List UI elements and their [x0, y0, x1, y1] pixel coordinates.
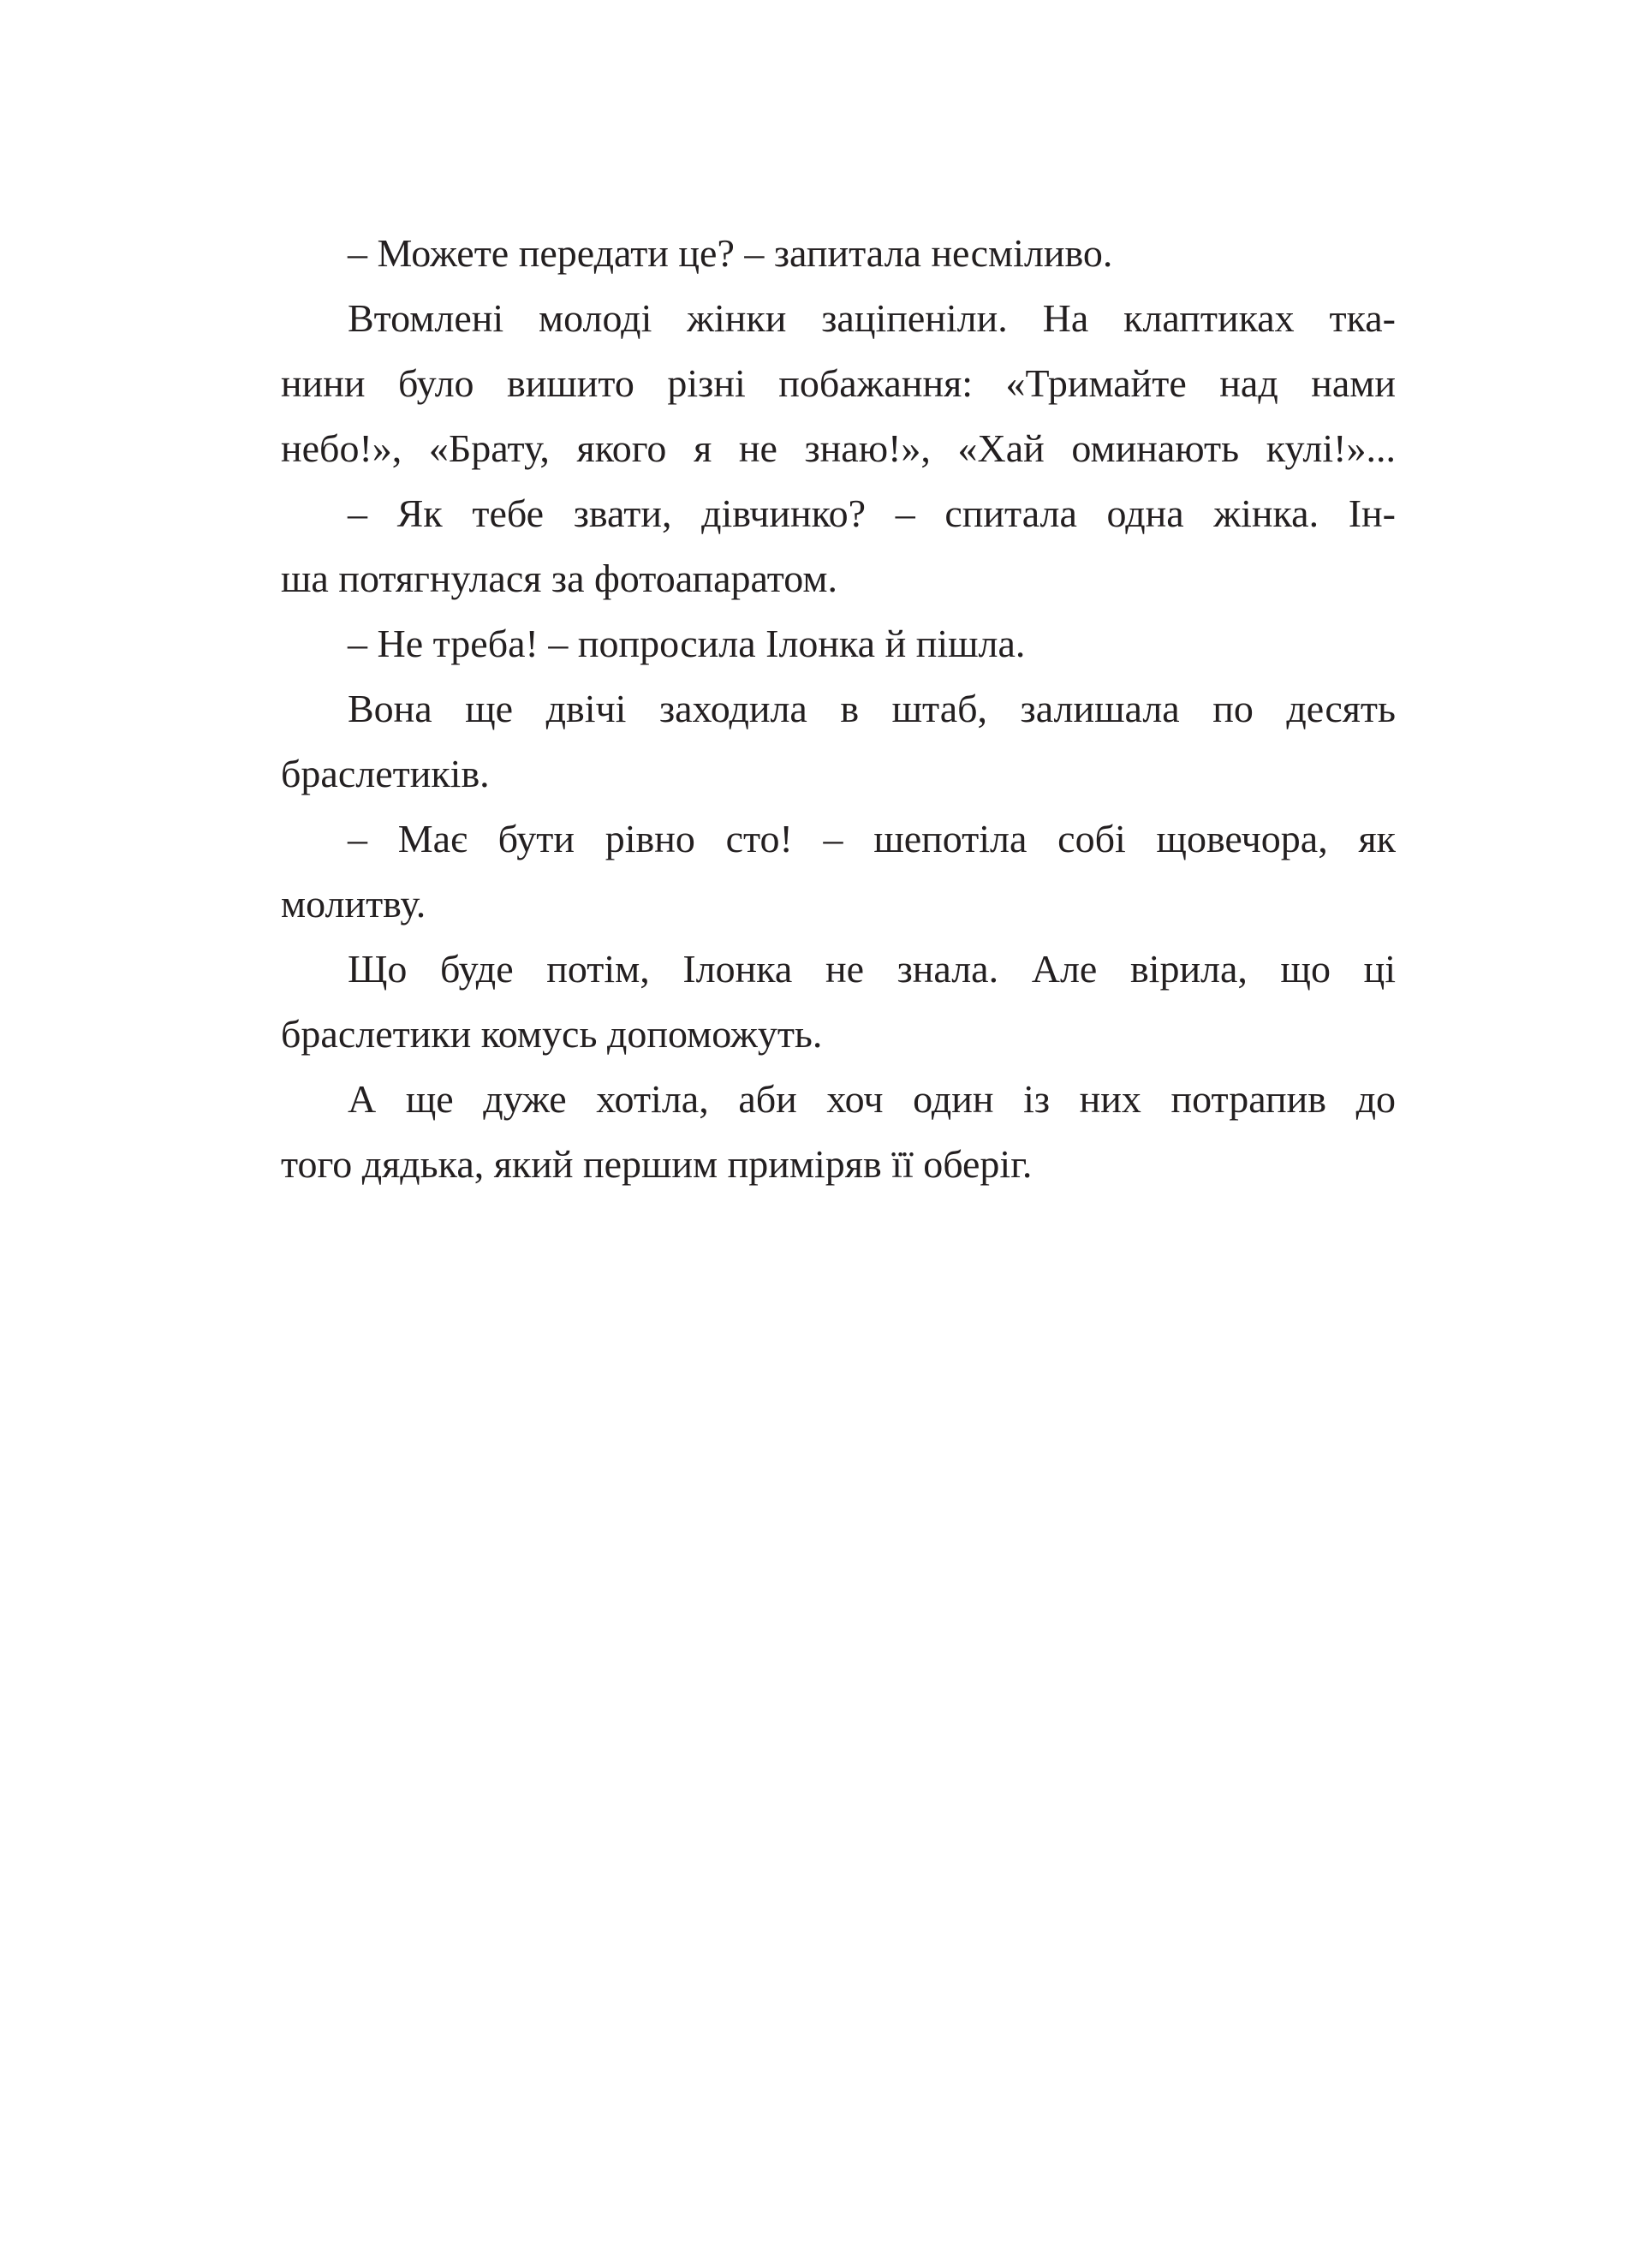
text-line: – Можете передати це? – запитала несміливо.: [348, 231, 1113, 275]
text-line: А ще дуже хотіла, аби хоч один із них потрапив до: [348, 1077, 1396, 1121]
text-line: ша потягнулася за фотоапаратом.: [281, 557, 837, 600]
text-line: браслетиків.: [281, 752, 490, 795]
text-line: – Як тебе звати, дівчинко? – спитала одна жінка. Ін-: [348, 491, 1396, 535]
text-line: Втомлені молоді жінки заціпеніли. На клаптиках тка-: [348, 296, 1396, 340]
text-line: браслетики комусь допоможуть.: [281, 1012, 823, 1056]
text-line: Вона ще двічі заходила в штаб, залишала по десять: [348, 687, 1396, 730]
text-line: молитву.: [281, 882, 426, 926]
text-line: Що буде потім, Ілонка не знала. Але вірила, що ці: [348, 947, 1396, 991]
text-line: нини було вишито різні побажання: «Тримайте над нами: [281, 361, 1396, 405]
text-line: – Має бути рівно сто! – шепотіла собі щовечора, як: [348, 817, 1396, 860]
book-page-text: [281, 221, 1396, 1197]
text-line: небо!», «Брату, якого я не знаю!», «Хай оминають кулі!»...: [281, 426, 1396, 470]
text-line: – Не треба! – попросила Ілонка й пішла.: [348, 622, 1026, 665]
text-line: того дядька, який першим приміряв її оберіг.: [281, 1142, 1033, 1186]
